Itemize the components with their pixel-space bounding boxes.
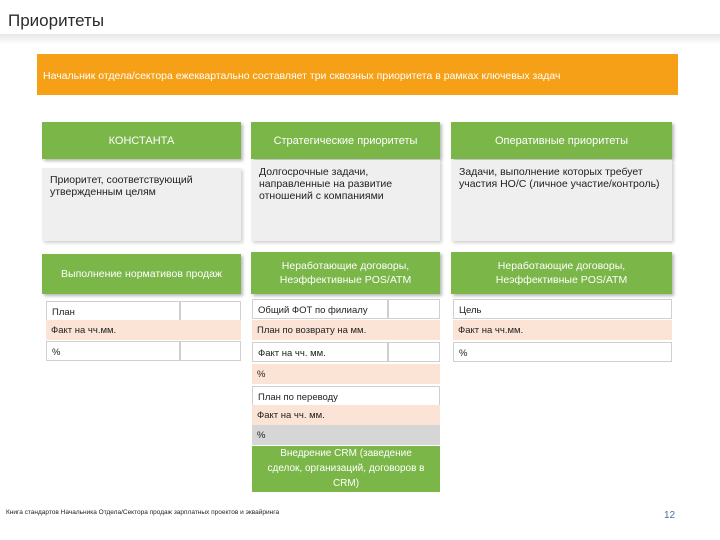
column-sub-constant: Выполнение нормативов продаж [42,254,241,294]
row-label: Факт на чч. мм. [252,342,388,362]
crm-box [252,446,440,492]
page-number: 12 [664,510,676,521]
sub-line: Неработающие договоры, [281,260,410,272]
table-row [252,364,440,384]
row-label: Общий ФОТ по филиалу [252,299,388,319]
table-row [252,405,440,425]
table-row [252,299,440,319]
crm-line: сделок, организаций, договоров в [267,463,425,474]
row-label: % [252,364,440,384]
column-header-operational: Оперативные приоритеты [451,122,672,159]
column-description-operational: Задачи, выполнение которых требует участия НО/С (личное участие/контроль) [451,160,672,241]
row-label: Факт на чч.мм. [46,320,180,340]
crm-line: Внедрение CRM (заведение [280,448,412,459]
row-value [388,342,440,362]
column-header-strategic: Стратегические приоритеты [251,122,440,159]
table-row [252,342,440,362]
column-description-constant: Приоритет, соответствующий утвержденным целям [42,168,241,241]
table-row [252,425,440,445]
table-row [46,301,241,321]
row-label: Цель [453,299,672,319]
table-row [453,299,672,319]
crm-line: CRM) [332,478,360,489]
table-row [453,342,672,362]
row-label: Факт на чч.мм. [453,320,672,340]
row-label: Факт на чч. мм. [252,405,440,425]
title-divider [0,34,720,44]
row-label: План [46,301,180,321]
page-title: Приоритеты [8,11,105,30]
table-row [252,320,440,340]
table-row [46,341,241,361]
row-value [180,301,241,321]
sub-line: Неработающие договоры, [497,260,626,272]
row-label: % [252,425,440,445]
table-row [46,320,241,340]
table-row [252,386,440,406]
sub-line: Неэффективные POS/ATM [279,274,412,286]
banner: Начальник отдела/сектора ежеквартально составляет три сквозных приоритета в рамках ключевых задач [37,54,678,95]
column-description-strategic: Долгосрочные задачи, направленные на развитие отношений с компаниями [251,160,440,241]
row-value [388,320,440,340]
row-label: План по переводу [252,386,440,406]
row-value [180,320,241,340]
row-label: % [453,342,672,362]
row-value [180,341,241,361]
row-label: План по возврату на мм. [252,320,388,340]
column-header-constant: КОНСТАНТА [42,122,241,159]
table-row [453,320,672,340]
sub-line: Неэффективные POS/ATM [495,274,628,286]
footer-text: Книга стандартов Начальника Отдела/Сектора продаж зарплатных проектов и эквайринга [6,509,280,516]
column-sub-operational [451,252,672,294]
column-sub-strategic [251,252,440,294]
row-label: % [46,341,180,361]
row-value [388,299,440,319]
